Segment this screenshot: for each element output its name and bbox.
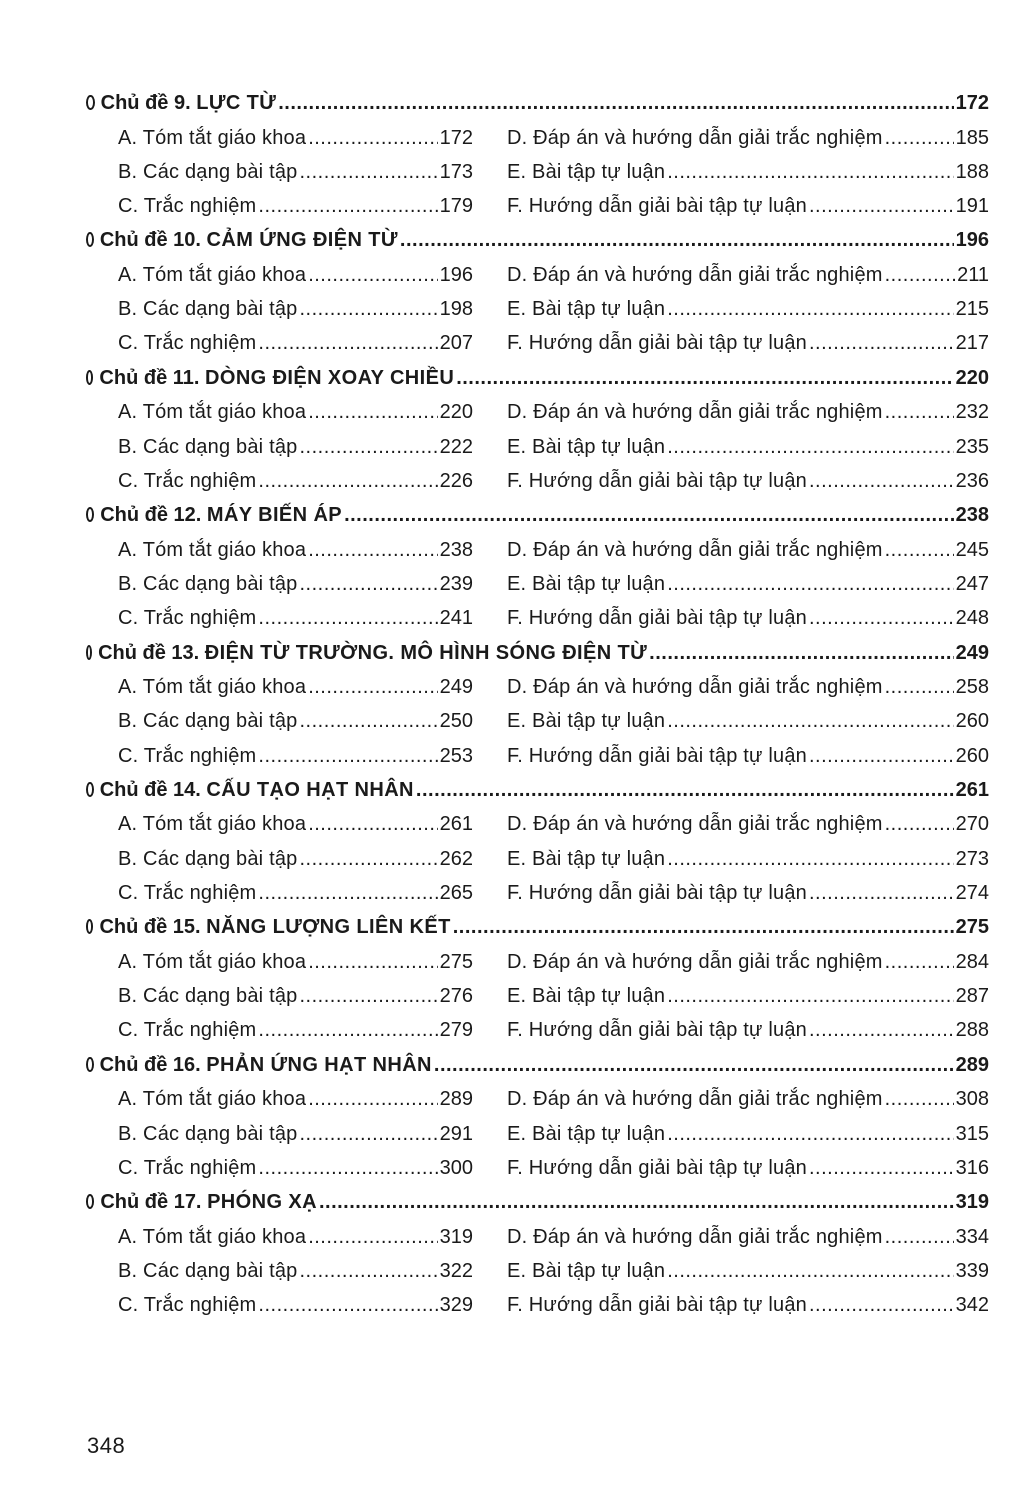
circle-bullet-icon xyxy=(86,370,93,385)
entry-label: E. Bài tập tự luận xyxy=(507,710,666,733)
entry-page: 220 xyxy=(439,401,473,424)
toc-entry xyxy=(118,1254,473,1288)
entry-label: C. Trắc nghiệm xyxy=(118,882,257,905)
entry-label: F. Hướng dẫn giải bài tập tự luận xyxy=(507,607,807,630)
entry-page: 300 xyxy=(439,1156,473,1179)
chapter-prefix: Chủ đề 16. xyxy=(99,1053,201,1076)
entry-label: F. Hướng dẫn giải bài tập tự luận xyxy=(507,469,807,492)
entry-label: F. Hướng dẫn giải bài tập tự luận xyxy=(507,195,807,218)
toc-entry xyxy=(507,670,989,704)
entry-label: B. Các dạng bài tập xyxy=(118,298,298,321)
entry-page: 319 xyxy=(439,1225,473,1248)
toc-entry xyxy=(507,1013,989,1047)
toc-entry xyxy=(118,155,473,189)
entry-label: B. Các dạng bài tập xyxy=(118,985,298,1008)
entry-label: B. Các dạng bài tập xyxy=(118,710,298,733)
entry-page: 236 xyxy=(955,469,989,492)
circle-bullet-icon xyxy=(86,507,94,522)
toc-entry xyxy=(118,670,473,704)
chapter-page: 261 xyxy=(955,778,989,801)
entry-label: E. Bài tập tự luận xyxy=(507,1122,666,1145)
chapter-heading xyxy=(86,86,989,121)
entry-page: 232 xyxy=(955,401,989,424)
toc-entry xyxy=(507,842,989,876)
chapter-17 xyxy=(86,1185,989,1322)
toc-entry xyxy=(507,739,989,773)
chapter-10 xyxy=(86,223,989,360)
toc-entry xyxy=(507,1082,989,1116)
toc-entry xyxy=(118,121,473,155)
entry-label: A. Tóm tắt giáo khoa xyxy=(118,126,307,149)
entry-label: D. Đáp án và hướng dẫn giải trắc nghiệm xyxy=(507,126,883,149)
entry-page: 287 xyxy=(955,985,989,1008)
toc-entry xyxy=(118,430,473,464)
toc-entry xyxy=(118,1082,473,1116)
chapter-page: 196 xyxy=(955,229,989,252)
toc-entry xyxy=(118,601,473,635)
chapter-title: CẢM ỨNG ĐIỆN TỪ xyxy=(206,229,398,252)
entry-label: C. Trắc nghiệm xyxy=(118,195,257,218)
entry-page: 289 xyxy=(439,1088,473,1111)
toc-entry xyxy=(507,1288,989,1322)
toc-entry xyxy=(118,842,473,876)
entry-page: 238 xyxy=(439,538,473,561)
toc-entry xyxy=(118,739,473,773)
chapter-heading xyxy=(86,223,989,258)
toc-entry xyxy=(118,876,473,910)
entry-label: B. Các dạng bài tập xyxy=(118,572,298,595)
entry-label: B. Các dạng bài tập xyxy=(118,160,298,183)
entry-page: 222 xyxy=(439,435,473,458)
entry-label: C. Trắc nghiệm xyxy=(118,1019,257,1042)
toc-entry xyxy=(118,1013,473,1047)
toc-entry xyxy=(118,979,473,1013)
toc-entry xyxy=(507,292,989,326)
chapter-title: MÁY BIẾN ÁP xyxy=(206,504,343,527)
entry-label: E. Bài tập tự luận xyxy=(507,160,666,183)
entry-page: 247 xyxy=(955,572,989,595)
dot-leader xyxy=(453,910,954,945)
chapter-prefix: Chủ đề 10. xyxy=(99,229,201,252)
chapter-page: 249 xyxy=(955,641,989,664)
entry-page: 329 xyxy=(439,1294,473,1317)
toc-entry xyxy=(118,1220,473,1254)
circle-bullet-icon xyxy=(86,95,95,110)
toc-entry xyxy=(507,601,989,635)
entry-page: 196 xyxy=(439,263,473,286)
toc-entry xyxy=(507,876,989,910)
circle-bullet-icon xyxy=(86,645,92,660)
entry-label: C. Trắc nghiệm xyxy=(118,469,257,492)
entry-page: 261 xyxy=(439,813,473,836)
entry-page: 248 xyxy=(955,607,989,630)
chapter-11 xyxy=(86,361,989,498)
entry-page: 279 xyxy=(439,1019,473,1042)
entry-page: 198 xyxy=(439,298,473,321)
toc-entry xyxy=(118,533,473,567)
toc-entry xyxy=(507,567,989,601)
dot-leader xyxy=(434,1048,954,1083)
chapter-page: 220 xyxy=(955,366,989,389)
chapter-prefix: Chủ đề 9. xyxy=(100,92,191,114)
circle-bullet-icon xyxy=(86,782,94,797)
entry-label: E. Bài tập tự luận xyxy=(507,847,666,870)
entry-label: A. Tóm tắt giáo khoa xyxy=(118,676,307,699)
entry-page: 262 xyxy=(439,847,473,870)
entry-page: 265 xyxy=(439,882,473,905)
entry-page: 207 xyxy=(439,332,473,355)
entry-page: 235 xyxy=(955,435,989,458)
chapter-heading xyxy=(86,910,989,945)
toc-entry xyxy=(118,395,473,429)
entry-label: A. Tóm tắt giáo khoa xyxy=(118,950,307,973)
chapter-title: PHÓNG XẠ xyxy=(207,1191,317,1214)
entry-page: 315 xyxy=(955,1122,989,1145)
entry-label: A. Tóm tắt giáo khoa xyxy=(118,813,307,836)
chapter-prefix: Chủ đề 13. xyxy=(98,641,200,664)
toc-entry xyxy=(118,1151,473,1185)
chapter-9 xyxy=(86,86,989,223)
dot-leader xyxy=(416,773,954,808)
entry-label: A. Tóm tắt giáo khoa xyxy=(118,538,307,561)
entry-page: 274 xyxy=(955,882,989,905)
toc-entry xyxy=(118,1288,473,1322)
toc-entry xyxy=(507,464,989,498)
chapter-title: ĐIỆN TỪ TRƯỜNG. MÔ HÌNH SÓNG ĐIỆN TỪ xyxy=(204,641,648,664)
chapter-prefix: Chủ đề 11. xyxy=(99,366,200,389)
toc-entry xyxy=(507,1220,989,1254)
chapter-page: 275 xyxy=(955,916,989,939)
entry-label: F. Hướng dẫn giải bài tập tự luận xyxy=(507,1156,807,1179)
entry-page: 276 xyxy=(439,985,473,1008)
entry-label: B. Các dạng bài tập xyxy=(118,1122,298,1145)
toc-entry xyxy=(118,807,473,841)
entry-page: 179 xyxy=(439,195,473,218)
chapter-prefix: Chủ đề 17. xyxy=(100,1191,202,1214)
toc-entry xyxy=(118,704,473,738)
entry-page: 173 xyxy=(439,160,473,183)
entry-page: 284 xyxy=(955,950,989,973)
entry-label: F. Hướng dẫn giải bài tập tự luận xyxy=(507,744,807,767)
entry-page: 339 xyxy=(955,1259,989,1282)
entry-label: F. Hướng dẫn giải bài tập tự luận xyxy=(507,1294,807,1317)
chapter-title: DÒNG ĐIỆN XOAY CHIỀU xyxy=(205,366,455,389)
entry-page: 291 xyxy=(439,1122,473,1145)
page-number: 348 xyxy=(87,1433,126,1458)
chapter-title: CẤU TẠO HẠT NHÂN xyxy=(206,778,414,801)
entry-page: 250 xyxy=(439,710,473,733)
toc-entry xyxy=(507,430,989,464)
entry-label: C. Trắc nghiệm xyxy=(118,1294,257,1317)
entry-label: C. Trắc nghiệm xyxy=(118,607,257,630)
toc-entry xyxy=(507,533,989,567)
chapter-title: LỰC TỪ xyxy=(196,92,277,114)
circle-bullet-icon xyxy=(86,232,94,247)
entry-page: 316 xyxy=(955,1156,989,1179)
entry-label: D. Đáp án và hướng dẫn giải trắc nghiệm xyxy=(507,1225,883,1248)
toc-entry xyxy=(118,567,473,601)
entry-label: E. Bài tập tự luận xyxy=(507,572,666,595)
entry-page: 191 xyxy=(955,195,989,218)
toc-entry xyxy=(507,1117,989,1151)
entry-label: A. Tóm tắt giáo khoa xyxy=(118,263,307,286)
circle-bullet-icon xyxy=(86,1194,94,1209)
entry-label: D. Đáp án và hướng dẫn giải trắc nghiệm xyxy=(507,676,883,699)
chapter-heading xyxy=(86,1048,989,1083)
entry-label: D. Đáp án và hướng dẫn giải trắc nghiệm xyxy=(507,401,883,424)
entry-page: 275 xyxy=(439,950,473,973)
entry-page: 288 xyxy=(955,1019,989,1042)
entry-label: C. Trắc nghiệm xyxy=(118,332,257,355)
toc-entry xyxy=(507,807,989,841)
toc-entry xyxy=(507,155,989,189)
entry-label: D. Đáp án và hướng dẫn giải trắc nghiệm xyxy=(507,538,883,561)
chapter-page: 319 xyxy=(955,1191,989,1214)
toc-entry xyxy=(507,189,989,223)
chapter-14 xyxy=(86,773,989,910)
entry-label: A. Tóm tắt giáo khoa xyxy=(118,1225,307,1248)
entry-label: F. Hướng dẫn giải bài tập tự luận xyxy=(507,882,807,905)
dot-leader xyxy=(278,86,953,121)
entry-label: E. Bài tập tự luận xyxy=(507,985,666,1008)
entry-page: 260 xyxy=(955,710,989,733)
toc-entry xyxy=(507,704,989,738)
entry-page: 226 xyxy=(439,469,473,492)
entry-page: 260 xyxy=(955,744,989,767)
entry-label: C. Trắc nghiệm xyxy=(118,744,257,767)
toc-entry xyxy=(118,189,473,223)
entry-page: 185 xyxy=(955,126,989,149)
chapter-title: PHẢN ỨNG HẠT NHÂN xyxy=(206,1053,432,1076)
entry-label: A. Tóm tắt giáo khoa xyxy=(118,401,307,424)
entry-label: B. Các dạng bài tập xyxy=(118,847,298,870)
entry-label: D. Đáp án và hướng dẫn giải trắc nghiệm xyxy=(507,1088,883,1111)
toc-entry xyxy=(507,979,989,1013)
entry-label: E. Bài tập tự luận xyxy=(507,1259,666,1282)
chapter-heading xyxy=(86,1185,989,1220)
entry-label: D. Đáp án và hướng dẫn giải trắc nghiệm xyxy=(507,813,883,836)
entry-page: 172 xyxy=(439,126,473,149)
entry-label: F. Hướng dẫn giải bài tập tự luận xyxy=(507,332,807,355)
chapter-page: 172 xyxy=(955,92,989,114)
toc-entry xyxy=(507,258,989,292)
toc-entry xyxy=(507,945,989,979)
chapter-heading xyxy=(86,773,989,808)
toc-entry xyxy=(507,395,989,429)
entry-page: 188 xyxy=(955,160,989,183)
entry-page: 253 xyxy=(439,744,473,767)
entry-label: B. Các dạng bài tập xyxy=(118,435,298,458)
entry-label: C. Trắc nghiệm xyxy=(118,1156,257,1179)
toc-entry xyxy=(118,464,473,498)
entry-label: D. Đáp án và hướng dẫn giải trắc nghiệm xyxy=(507,263,883,286)
chapter-15 xyxy=(86,910,989,1047)
entry-page: 322 xyxy=(439,1259,473,1282)
entry-label: A. Tóm tắt giáo khoa xyxy=(118,1088,307,1111)
entry-label: D. Đáp án và hướng dẫn giải trắc nghiệm xyxy=(507,950,883,973)
chapter-prefix: Chủ đề 12. xyxy=(100,504,202,527)
entry-page: 217 xyxy=(955,332,989,355)
table-of-contents xyxy=(86,86,989,1323)
chapter-prefix: Chủ đề 14. xyxy=(99,778,201,801)
entry-page: 308 xyxy=(955,1088,989,1111)
entry-page: 215 xyxy=(955,298,989,321)
circle-bullet-icon xyxy=(86,1057,94,1072)
dot-leader xyxy=(649,636,953,671)
chapter-heading xyxy=(86,498,989,533)
toc-entry xyxy=(507,121,989,155)
entry-page: 334 xyxy=(955,1225,989,1248)
entry-page: 241 xyxy=(439,607,473,630)
toc-entry xyxy=(118,326,473,360)
entry-page: 211 xyxy=(957,263,989,286)
dot-leader xyxy=(344,498,954,533)
circle-bullet-icon xyxy=(86,919,93,934)
chapter-page: 289 xyxy=(955,1053,989,1076)
entry-page: 273 xyxy=(955,847,989,870)
entry-page: 342 xyxy=(955,1294,989,1317)
entry-page: 249 xyxy=(439,676,473,699)
entry-label: E. Bài tập tự luận xyxy=(507,435,666,458)
dot-leader xyxy=(400,223,954,258)
chapter-heading xyxy=(86,636,989,671)
chapter-13 xyxy=(86,636,989,773)
entry-page: 245 xyxy=(955,538,989,561)
chapter-heading xyxy=(86,361,989,396)
toc-entry xyxy=(118,945,473,979)
toc-entry xyxy=(118,1117,473,1151)
entry-label: B. Các dạng bài tập xyxy=(118,1259,298,1282)
toc-entry xyxy=(507,326,989,360)
toc-entry xyxy=(118,292,473,326)
entry-label: E. Bài tập tự luận xyxy=(507,298,666,321)
toc-entry xyxy=(507,1254,989,1288)
dot-leader xyxy=(456,361,953,396)
entry-page: 258 xyxy=(955,676,989,699)
dot-leader xyxy=(319,1185,954,1220)
chapter-title: NĂNG LƯỢNG LIÊN KẾT xyxy=(206,916,451,939)
toc-entry xyxy=(118,258,473,292)
chapter-page: 238 xyxy=(955,504,989,527)
chapter-16 xyxy=(86,1048,989,1185)
chapter-prefix: Chủ đề 15. xyxy=(99,916,201,939)
chapter-12 xyxy=(86,498,989,635)
toc-entry xyxy=(507,1151,989,1185)
entry-label: F. Hướng dẫn giải bài tập tự luận xyxy=(507,1019,807,1042)
entry-page: 270 xyxy=(955,813,989,836)
entry-page: 239 xyxy=(439,572,473,595)
